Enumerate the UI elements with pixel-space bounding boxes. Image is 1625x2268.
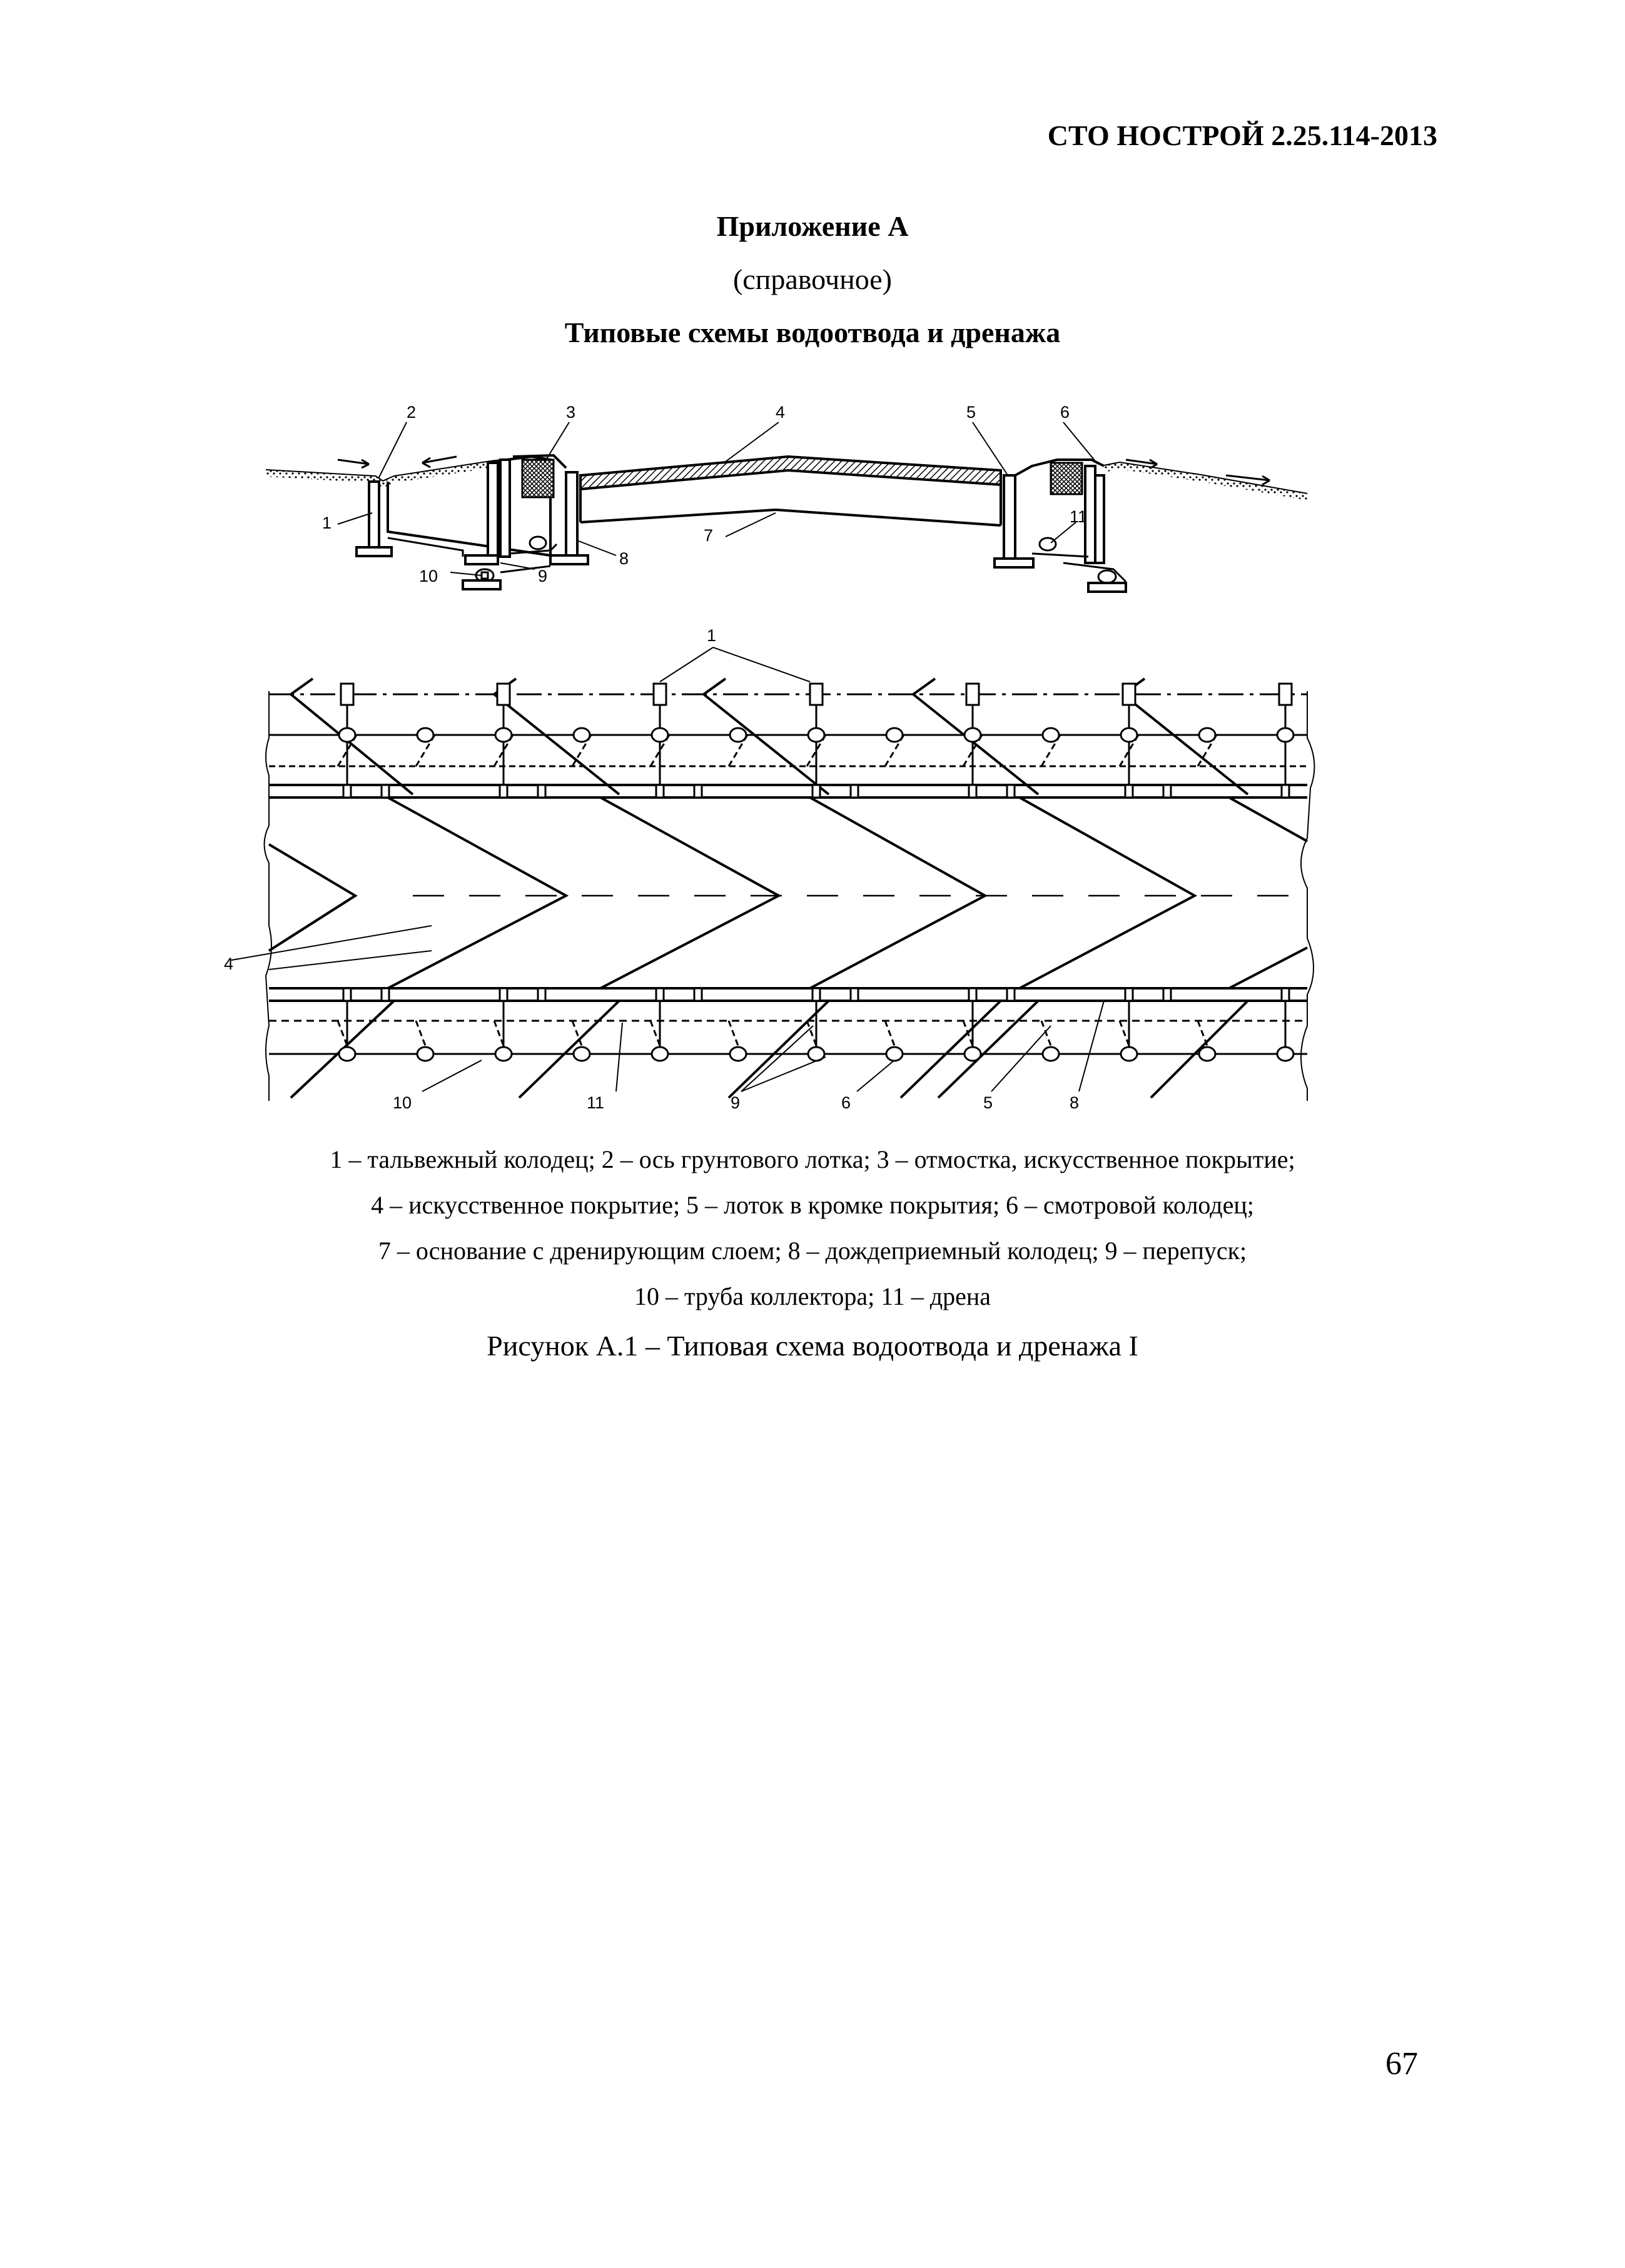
paving-right [1051,463,1082,494]
chevron-pattern [269,797,1307,988]
figure-caption: Рисунок А.1 – Типовая схема водоотвода и дренажа I [487,1330,1138,1362]
section-label-9: 9 [538,567,548,585]
section-labels [322,403,1087,585]
section-label-8: 8 [619,549,629,568]
section-label-10: 10 [419,567,438,585]
plan-label-5: 5 [983,1093,993,1112]
well-8 [566,472,577,557]
section-label-1: 1 [322,514,332,532]
plan-label-1: 1 [707,626,717,645]
well-1 [369,482,379,547]
section-label-11: 11 [1070,507,1088,526]
legend-line-3: 7 – основание с дренирующим слоем; 8 – дождеприемный колодец; 9 – перепуск; [378,1237,1247,1265]
section-label-6: 6 [1060,403,1070,422]
plan-label-4: 4 [224,954,234,973]
plan-label-6: 6 [841,1093,851,1112]
pavement-4 [580,457,1001,489]
paving-3 [522,460,554,497]
plan-label-10: 10 [393,1093,412,1112]
plan-label-11: 11 [587,1093,605,1112]
appendix-title: Приложение А [716,210,909,242]
document-code: СТО НОСТРОЙ 2.25.114-2013 [1047,119,1437,151]
section-label-5: 5 [966,403,976,422]
appendix-subtitle: (справочное) [732,263,893,295]
section-label-3: 3 [566,403,576,422]
section-label-7: 7 [704,526,714,545]
section-label-4: 4 [776,403,786,422]
legend-line-1: 1 – тальвежный колодец; 2 – ось грунтового лотка; 3 – отмостка, искусственное покрытие; [330,1145,1295,1173]
section-label-2: 2 [407,403,417,422]
plan-view [231,647,1314,1101]
base-7 [580,510,1001,525]
bottom-diagonals [291,1001,1248,1098]
plan-label-9: 9 [731,1093,741,1112]
legend-line-4: 10 – труба коллектора; 11 – дрена [634,1282,991,1310]
plan-label-8: 8 [1070,1093,1080,1112]
appendix-heading: Типовые схемы водоотвода и дренажа [564,316,1061,348]
legend-line-2: 4 – искусственное покрытие; 5 – лоток в кромке покрытия; 6 – смотровой колодец; [371,1191,1254,1219]
page-number: 67 [1385,2046,1418,2082]
